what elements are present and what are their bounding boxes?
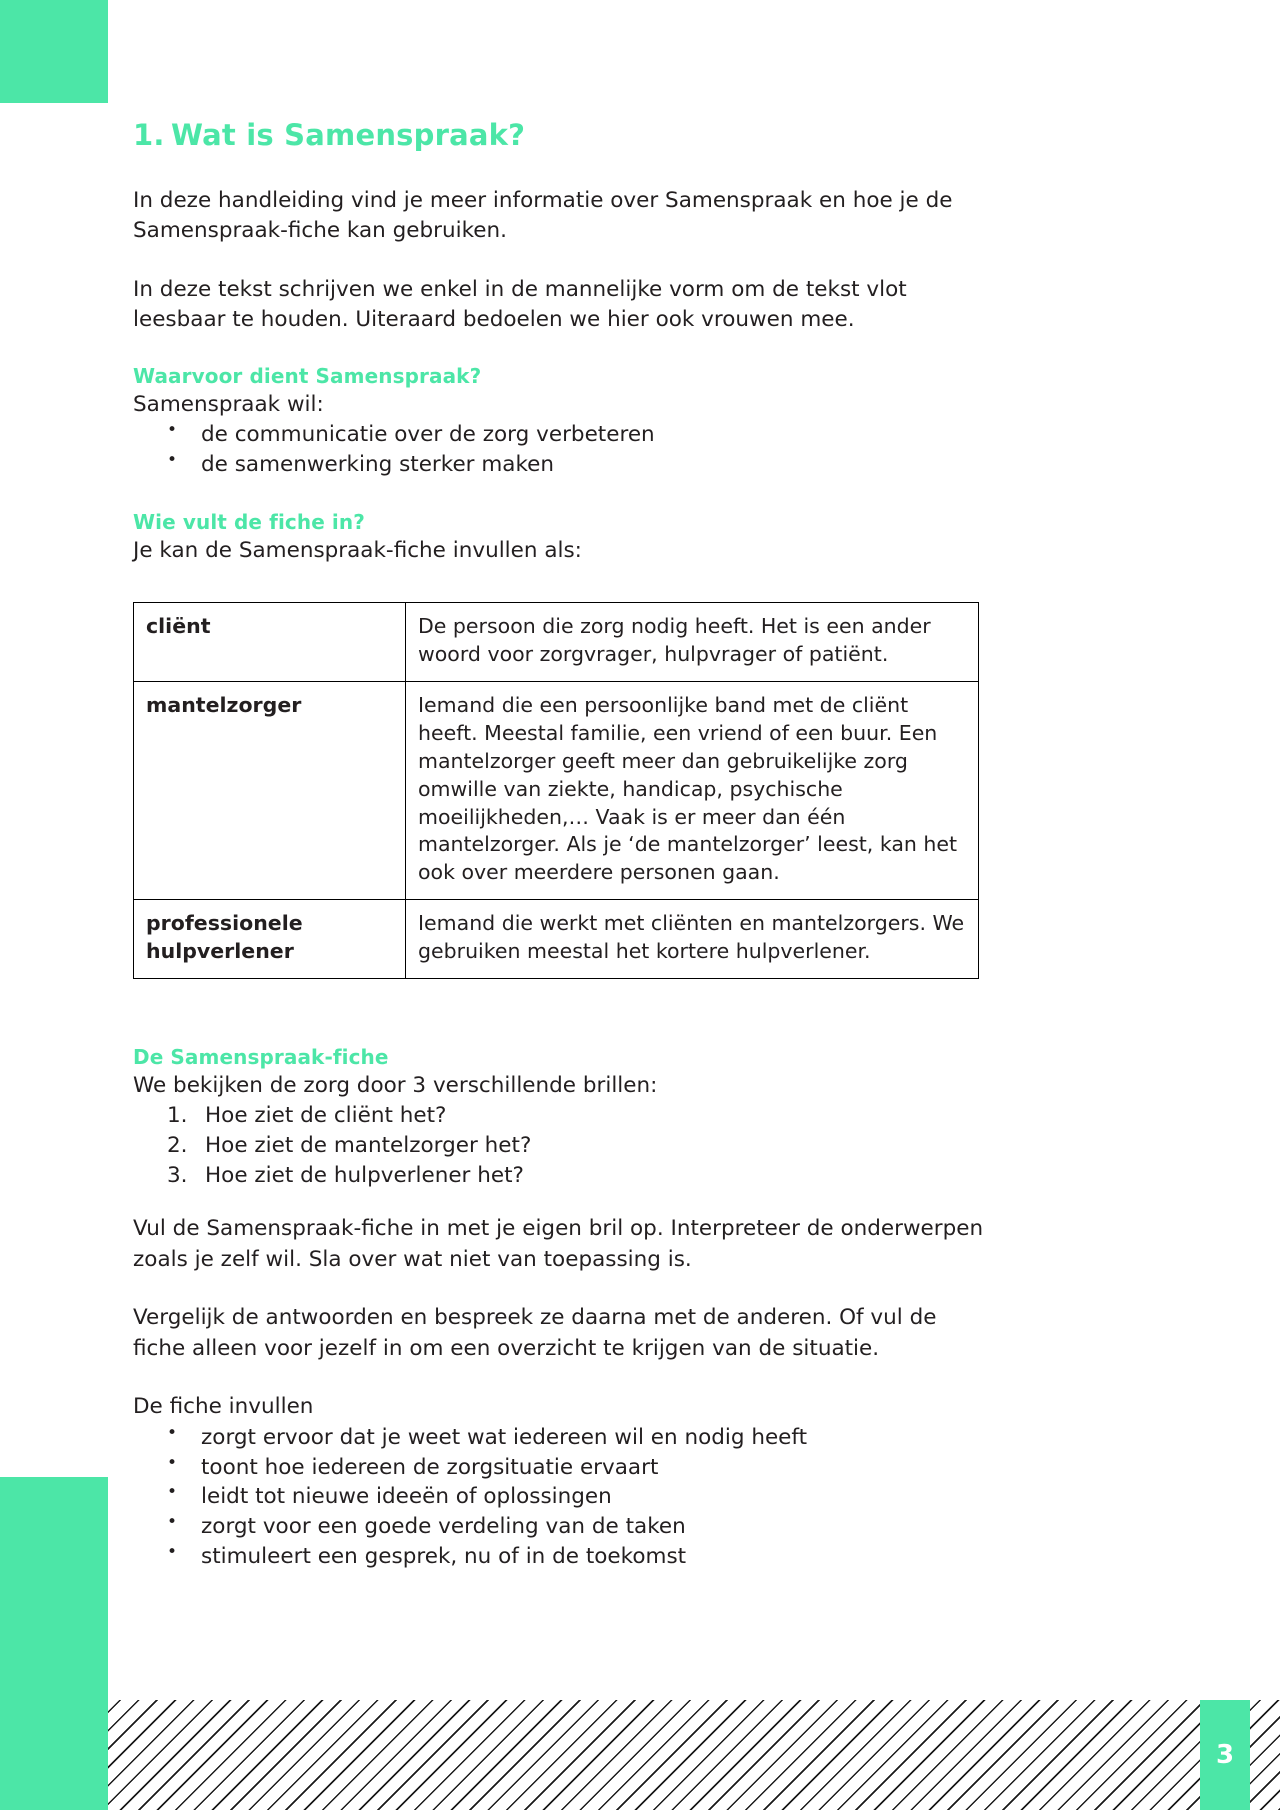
fiche-paragraph-1: Vul de Samenspraak-fiche in met je eigen bril op. Interpreteer de onderwerpen zoals je zelf wil. Sla over wat niet van toepassing is. — [133, 1216, 984, 1272]
spacer — [133, 1190, 988, 1214]
role-term: mantelzorger — [134, 682, 406, 900]
list-item-label: Hoe ziet de hulpverlener het? — [205, 1162, 524, 1188]
roles-table — [133, 602, 979, 979]
list-item-number: 2. — [167, 1133, 188, 1159]
intro-paragraph-2: In deze tekst schrijven we enkel in de mannelijke vorm om de tekst vlot leesbaar te houden. Uiteraard bedoelen we hier ook vrouwen mee. — [133, 276, 907, 333]
footer-hatch-band — [108, 1700, 1280, 1810]
purpose-heading: Waarvoor dient Samenspraak? — [133, 363, 482, 388]
list-item-label: Hoe ziet de mantelzorger het? — [205, 1133, 532, 1159]
bottom-left-accent-block — [0, 1477, 108, 1810]
role-term: cliënt — [134, 603, 406, 682]
filling-in-bullet-list — [133, 1423, 988, 1571]
fiche-numbered-list — [133, 1101, 988, 1190]
list-item: • stimuleert een gesprek, nu of in de toekomst — [133, 1542, 988, 1572]
page-number-badge — [1200, 1700, 1250, 1810]
list-item — [133, 1161, 988, 1191]
role-definition: De persoon die zorg nodig heeft. Het is een ander woord voor zorgvrager, hulpvrager of patiënt. — [406, 603, 979, 682]
purpose-lead: Samenspraak wil: — [133, 391, 324, 417]
role-term: professionele hulpverlener — [134, 900, 406, 979]
fiche-lead: We bekijken de zorg door 3 verschillende brillen: — [133, 1072, 658, 1098]
list-item: • toont hoe iedereen de zorgsituatie ervaart — [133, 1453, 988, 1483]
table-row — [134, 603, 979, 682]
fiche-paragraph-2: Vergelijk de antwoorden en bespreek ze daarna met de anderen. Of vul de fiche alleen voor jezelf in om een overzicht te krijgen van de situatie. — [133, 1305, 937, 1361]
list-item: • zorgt ervoor dat je weet wat iedereen wil en nodig heeft — [133, 1423, 988, 1453]
who-fills-heading: Wie vult de fiche in? — [133, 509, 365, 534]
page-title — [133, 120, 988, 152]
role-definition: Iemand die werkt met cliënten en mantelzorgers. We gebruiken meestal het kortere hulpverlener. — [406, 900, 979, 979]
list-item: • leidt tot nieuwe ideeën of oplossingen — [133, 1482, 988, 1512]
filling-in-heading: De fiche invullen — [133, 1394, 314, 1420]
list-item — [133, 1101, 988, 1131]
list-item-number: 3. — [167, 1162, 188, 1188]
list-item-label: Hoe ziet de cliënt het? — [205, 1103, 447, 1129]
list-item-number: 1. — [167, 1103, 188, 1129]
section-number: 1. — [133, 118, 165, 152]
list-item — [133, 1131, 988, 1161]
spacer — [133, 979, 988, 1015]
who-fills-lead: Je kan de Samenspraak-fiche invullen als: — [133, 537, 582, 563]
list-item: • de communicatie over de zorg verbeteren — [133, 420, 988, 450]
page-number: 3 — [1215, 1740, 1235, 1770]
intro-paragraph-1: In deze handleiding vind je meer informatie over Samenspraak en hoe je de Samenspraak-fiche kan gebruiken. — [133, 187, 953, 244]
table-row — [134, 682, 979, 900]
fiche-heading: De Samenspraak-fiche — [133, 1044, 389, 1069]
section-title-text: Wat is Samenspraak? — [171, 118, 526, 152]
purpose-bullet-list — [133, 420, 988, 479]
table-row — [134, 900, 979, 979]
list-item: • de samenwerking sterker maken — [133, 450, 988, 480]
top-left-accent-block — [0, 0, 108, 103]
list-item: • zorgt voor een goede verdeling van de taken — [133, 1512, 988, 1542]
role-definition: Iemand die een persoonlijke band met de cliënt heeft. Meestal familie, een vriend of een buur. Een mantelzorger geeft meer dan gebruikelijke zorg omwille van ziekte, handicap, psychische moeilijkheden,… Vaak is er meer dan één mantelzorger. Als je ‘de mantelzorger’ leest, kan het ook over meerdere personen gaan. — [406, 682, 979, 900]
page-content — [133, 120, 988, 1571]
